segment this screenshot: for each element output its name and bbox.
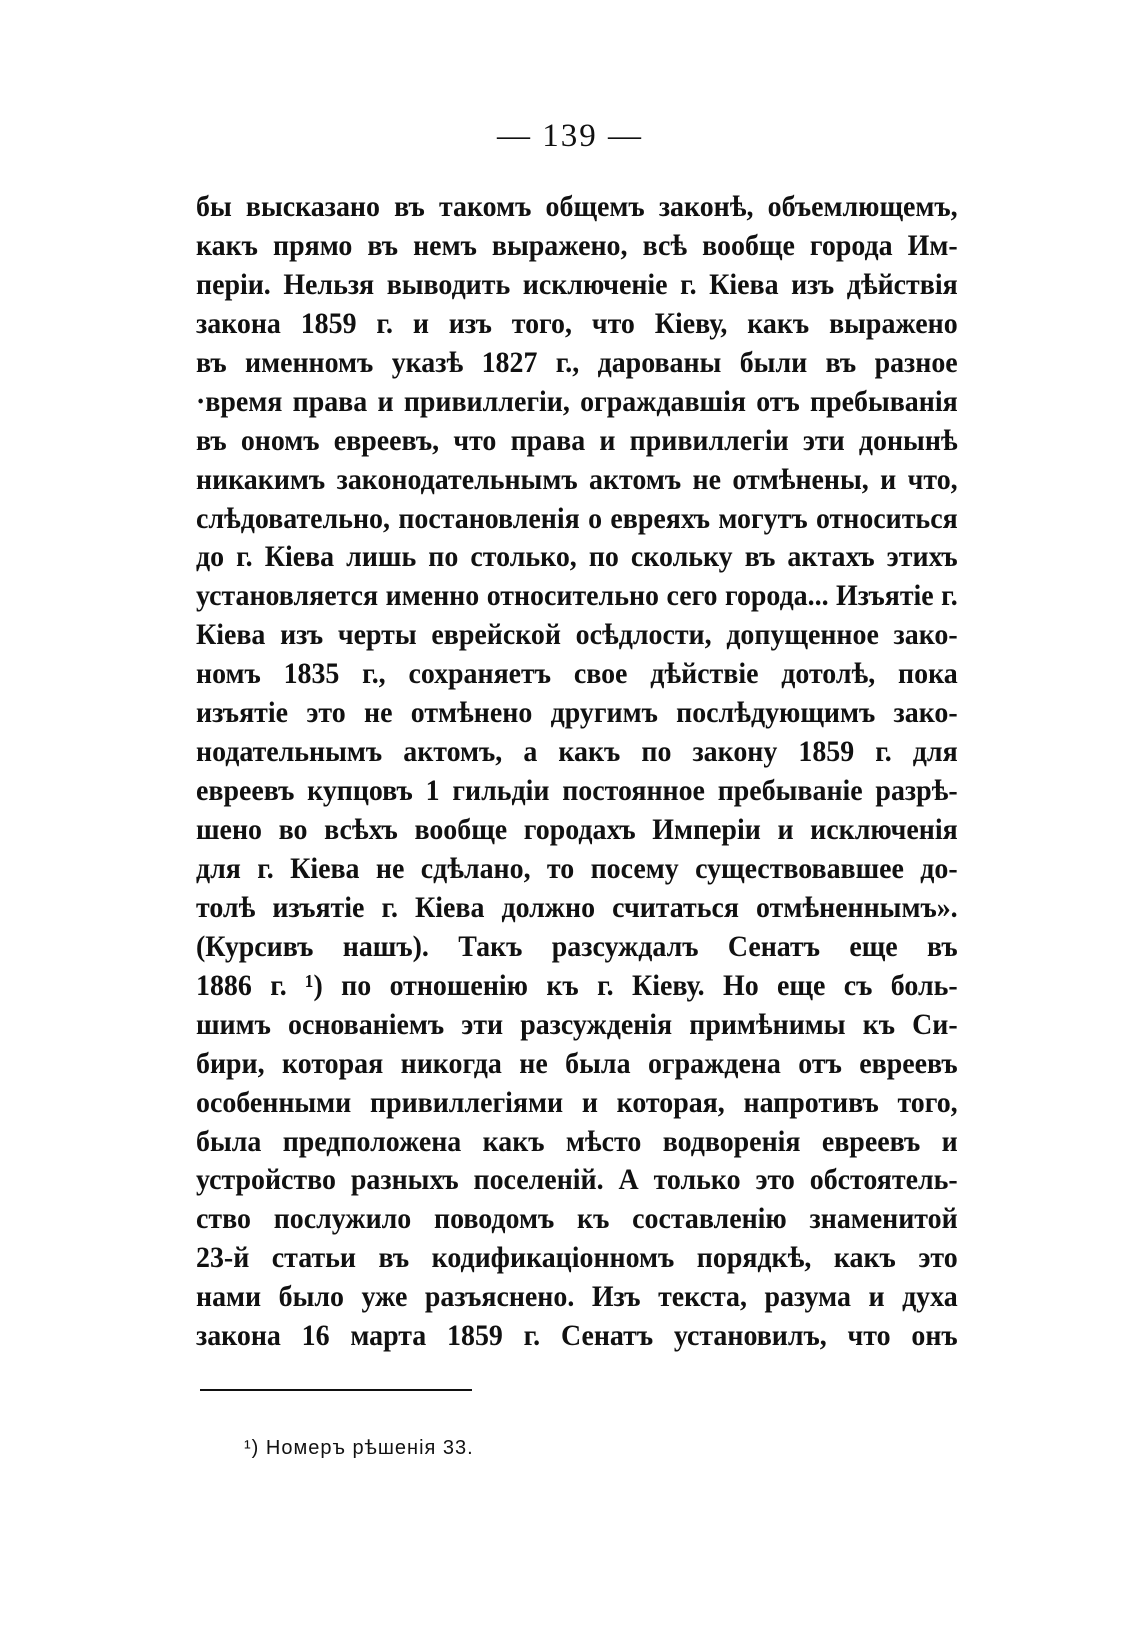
text-line: шено во всѣхъ вообще городахъ Имперiи и исключенiя (196, 813, 958, 846)
body-text (196, 188, 958, 1356)
text-line: закона 16 марта 1859 г. Сенатъ установилъ, что онъ (196, 1319, 958, 1353)
text-line: евреевъ купцовъ 1 гильдiи постоянное пребыванiе разрѣ- (196, 774, 958, 808)
text-line: нами было уже разъяснено. Изъ текста, разума и духа (196, 1280, 958, 1314)
text-line: нодательнымъ актомъ, а какъ по закону 1859 г. для (196, 735, 958, 769)
text-line: ство послужило поводомъ къ составленiю знаменитой (196, 1202, 958, 1236)
text-line: (Курсивъ нашъ). Такъ разсуждалъ Сенатъ еще въ (196, 929, 958, 963)
text-line: какъ прямо въ немъ выражено, всѣ вообще города Им- (196, 228, 958, 262)
text-line: до г. Кiева лишь по столько, по скольку въ актахъ этихъ (196, 540, 958, 574)
text-line: никакимъ законодательнымъ актомъ не отмѣнены, и что, (196, 462, 958, 496)
text-line: перiи. Нельзя выводить исключенiе г. Кiева изъ дѣйствiя (196, 267, 958, 301)
text-line: 1886 г. ¹) по отношенiю къ г. Кiеву. Но еще съ боль- (196, 968, 958, 1002)
text-line: слѣдовательно, постановленiя о евреяхъ могутъ относиться (196, 501, 958, 535)
text-line: установляется именно относительно сего города... Изъятiе г. (196, 579, 958, 613)
text-line: устройство разныхъ поселенiй. А только это обстоятель- (196, 1163, 958, 1197)
text-line: бири, которая никогда не была ограждена отъ евреевъ (196, 1046, 958, 1080)
text-line: въ ономъ евреевъ, что права и привиллегiи эти донынѣ (196, 423, 958, 457)
text-line: шимъ основанiемъ эти разсужденiя примѣнимы къ Си- (196, 1007, 958, 1041)
text-line: закона 1859 г. и изъ того, что Кiеву, какъ выражено (196, 306, 958, 340)
text-line: особенными привиллегiями и которая, напротивъ того, (196, 1085, 958, 1119)
text-line: была предположена какъ мѣсто водворенiя евреевъ и (196, 1124, 958, 1158)
text-line: для г. Кiева не сдѣлано, то посему существовавшее до- (196, 851, 958, 885)
text-line: въ именномъ указѣ 1827 г., дарованы были въ разное (196, 345, 958, 379)
text-line: толѣ изъятiе г. Кiева должно считаться отмѣненнымъ». (196, 890, 958, 924)
text-line: бы высказано въ такомъ общемъ законѣ, объемлющемъ, (196, 190, 958, 223)
page-number: — 139 — (497, 118, 643, 154)
text-line: ·время права и привиллегiи, ограждавшiя отъ пребыванiя (196, 384, 958, 418)
footnote: ¹) Номеръ рѣшенiя 33. (244, 1437, 474, 1459)
text-line: номъ 1835 г., сохраняетъ свое дѣйствiе дотолѣ, пока (196, 657, 958, 691)
text-line: Кiева изъ черты еврейской осѣдлости, допущенное зако- (196, 618, 958, 652)
footnote-divider (200, 1389, 472, 1391)
text-line: 23-й статьи въ кодификацiонномъ порядкѣ, какъ это (196, 1241, 958, 1275)
text-line: изъятiе это не отмѣнено другимъ послѣдующимъ зако- (196, 696, 958, 730)
